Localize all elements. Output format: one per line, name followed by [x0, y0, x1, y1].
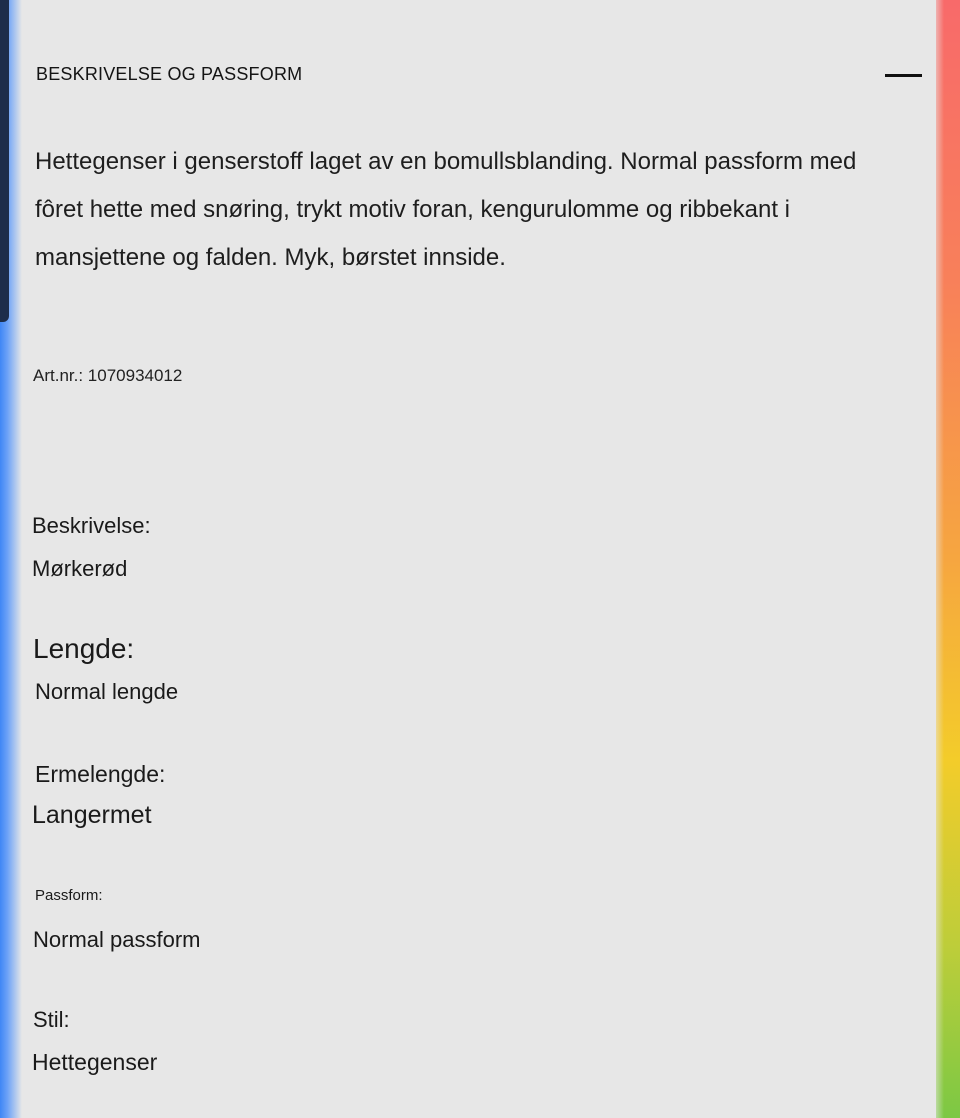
collapse-button[interactable]: [884, 64, 924, 88]
attribute-value: Normal lengde: [35, 679, 179, 704]
attribute-passform: [32, 886, 200, 954]
attribute-label: Ermelengde:: [35, 761, 166, 787]
attribute-beskrivelse: [32, 512, 151, 583]
attribute-value: Langermet: [32, 801, 152, 829]
right-edge-fade: [930, 0, 944, 1118]
attribute-label: Passform:: [35, 887, 103, 904]
attribute-label: Beskrivelse:: [32, 513, 151, 538]
attribute-label: Stil:: [33, 1007, 70, 1032]
article-number: Art.nr.: 1070934012: [33, 366, 183, 385]
left-edge-dark-panel: [0, 0, 9, 322]
minus-icon: [885, 74, 922, 77]
attribute-value: Hettegenser: [32, 1049, 158, 1075]
attribute-stil: [32, 1006, 157, 1076]
attribute-label: Lengde:: [33, 633, 135, 664]
attribute-value: Mørkerød: [32, 556, 128, 581]
attribute-ermelengde: [32, 760, 165, 830]
section-header[interactable]: [36, 64, 924, 88]
attribute-value: Normal passform: [33, 927, 201, 952]
section-title: BESKRIVELSE OG PASSFORM: [36, 64, 303, 84]
product-description: Hettegenser i genserstoff laget av en bomullsblanding. Normal passform med fôret hette med snøring, trykt motiv foran, kengurulomme og ribbekant i mansjettene og falden. Myk, børstet innside.: [35, 148, 857, 271]
attribute-lengde: [32, 632, 178, 706]
